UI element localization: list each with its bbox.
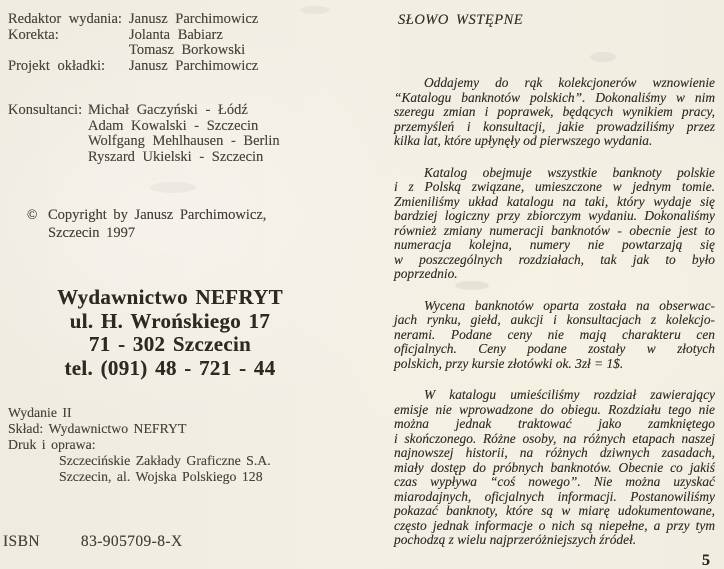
consultant-name: Wolfgang Mehlhausen - Berlin	[88, 133, 280, 150]
text-line: czas wypływa “coś nowego”. Nie można uzyskać	[394, 474, 715, 489]
credit-label: Projekt okładki:	[8, 57, 106, 74]
text-line: polskich, przy kursie złotówki ok. 3zł = 1$.	[394, 355, 624, 371]
text-line: nerami. Podane ceny nie mają charakteru cen	[394, 326, 715, 342]
consultant-name: Michał Gaczyński - Łódź	[88, 102, 248, 118]
consultants-list	[88, 103, 280, 165]
consultant-name: Ryszard Ukielski - Szczecin	[88, 148, 264, 165]
paper-smudge	[590, 52, 616, 62]
isbn-value: 83-905709-8-X	[80, 533, 183, 550]
credit-value: Jolanta Babiarz	[129, 26, 223, 43]
printer-address: Szczecin, al. Wojska Polskiego 128	[59, 469, 263, 484]
foreword-paragraph-1	[394, 76, 715, 149]
text-line: Katalog obejmuje wszystkie banknoty polskie	[424, 164, 715, 180]
text-line: pokazać banknoty, które są w miarę udokumentowane,	[394, 503, 715, 518]
credit-label: Redaktor wydania:	[8, 11, 122, 27]
credit-label: Korekta:	[8, 26, 59, 43]
isbn-label: ISBN	[3, 533, 40, 550]
publisher-city: 71 - 302 Szczecin	[88, 332, 252, 356]
edition-line: Wydanie II	[8, 405, 72, 420]
consultants-label: Konsultanci:	[8, 102, 83, 118]
text-line: Oddajemy do rąk kolekcjonerów wznowienie	[424, 75, 715, 90]
text-line: bardziej logiczny przy zbiorczym wydaniu. Dokonaliśmy	[394, 208, 715, 223]
text-line: często jednak informacje o nich są niepełne, a przy tym	[394, 517, 715, 533]
text-line: W katalogu umieściliśmy rozdział zawierający	[424, 387, 715, 402]
print-label: Druk i oprawa:	[8, 437, 96, 452]
text-line: jach rynku, giełd, aukcji i konsultacjach z kolekcjo-	[394, 312, 715, 327]
text-line: i z Polską związane, umieszczone w jednym tomie.	[394, 179, 715, 194]
foreword-paragraph-2	[394, 166, 715, 282]
credit-label	[8, 43, 129, 59]
text-line: szeregu zmian i poprawek, będących wynikiem pracy,	[394, 104, 715, 119]
text-line: w poszczególnych rozdziałach, tak jak to było	[394, 251, 715, 267]
text-line: pochodzą z wielu najprzeróżniejszych źródeł.	[394, 532, 637, 547]
text-line: Wycena banknotów oparta została na obserwac-	[424, 297, 715, 313]
copyright-line: Copyright by Janusz Parchimowicz,	[48, 207, 267, 223]
publisher-block	[10, 286, 330, 380]
isbn-row	[3, 533, 183, 550]
publisher-phone: tel. (091) 48 - 721 - 44	[64, 355, 276, 380]
text-line: “Katalogu banknotów polskich”. Dokonaliśmy w nim	[394, 89, 715, 105]
credit-row-proofreading	[8, 28, 258, 44]
copyright-text	[48, 206, 266, 242]
text-line: przemyśleń i konsultacji, jakie prowadziliśmy przez	[394, 118, 715, 134]
text-line: najnowszej historii, na różnych dziwnych zasadach,	[394, 445, 715, 460]
consultant-name: Adam Kowalski - Szczecin	[88, 117, 259, 134]
consultants-block	[8, 103, 280, 165]
credit-value: Tomasz Borkowski	[129, 42, 246, 59]
credit-row-proofreading-2	[8, 43, 258, 59]
typesetting-line: Skład: Wydawnictwo NEFRYT	[8, 421, 187, 436]
text-line: Zmieniliśmy układ katalogu na taki, który wydaje się	[394, 193, 715, 209]
edition-block	[8, 405, 271, 485]
publisher-name: Wydawnictwo NEFRYT	[57, 285, 283, 309]
credits-block	[8, 12, 258, 74]
text-line: poprzednio.	[394, 266, 458, 281]
page-number: 5	[702, 552, 710, 569]
text-line: i skończonego. Różne osoby, na różnych etapach naszej	[394, 430, 715, 446]
text-line: kilka lat, które upłynęły od pierwszego wydania.	[394, 133, 653, 148]
printer-name: Szczecińskie Zakłady Graficzne S.A.	[59, 453, 271, 468]
paper-smudge	[150, 182, 196, 193]
publisher-street: ul. H. Wrońskiego 17	[69, 308, 271, 333]
copyright-block	[27, 206, 266, 242]
credit-row-cover-design	[8, 59, 258, 75]
foreword-text	[394, 76, 715, 565]
credit-value: Janusz Parchimowicz	[129, 57, 259, 74]
credit-value: Janusz Parchimowicz	[129, 11, 259, 27]
paper-smudge	[300, 6, 330, 14]
copyright-icon: ©	[27, 207, 38, 222]
foreword-heading: SŁOWO WSTĘPNE	[398, 12, 524, 28]
text-line: miały dostęp do próbnych banknotów. Obecnie co jakiś	[394, 459, 715, 475]
text-line: miarodajnych, oficjalnych informacji. Postanowiliśmy	[394, 488, 715, 504]
text-line: emisje nie wprowadzone do obiegu. Rozdziału tego nie	[394, 401, 715, 417]
foreword-paragraph-3	[394, 299, 715, 372]
foreword-paragraph-4	[394, 388, 715, 548]
text-line: numeracja kolejna, numery nie powtarzają się	[394, 237, 715, 252]
text-line: można jednak traktować jako zamkniętego	[394, 416, 715, 431]
text-line: również zmiany numeracji banknotów - obecnie jest to	[394, 222, 715, 238]
text-line: oficjalnych. Ceny podane zostały w złotych	[394, 341, 715, 356]
copyright-line: Szczecin 1997	[48, 225, 136, 241]
credit-row-editor	[8, 12, 258, 28]
